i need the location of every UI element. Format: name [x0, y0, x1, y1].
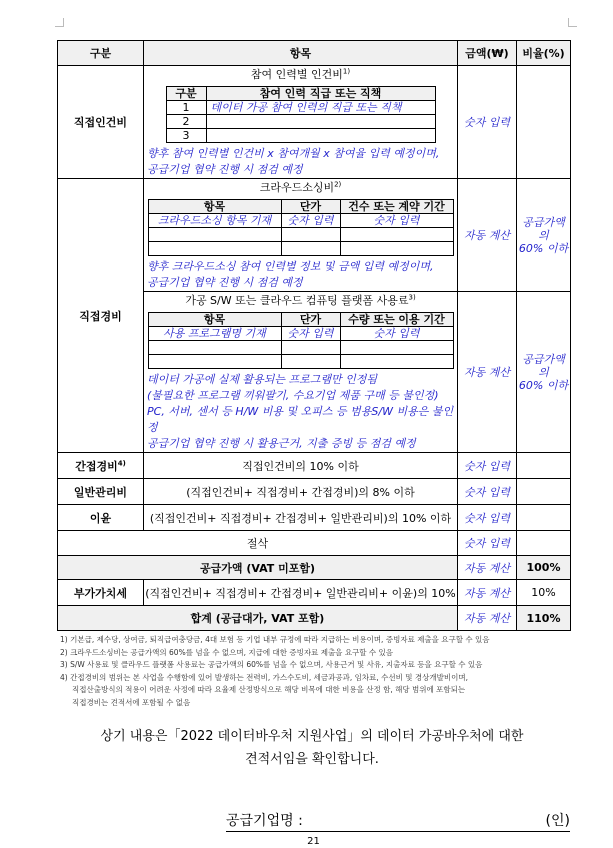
footnote: 1) 기본급, 제수당, 상여금, 퇴직급여충당금, 4대 보험 등 기업 내부 규정에 따라 지급하는 비용이며, 증빙자료 제출을 요구할 수 있음: [60, 635, 490, 644]
footnote-ref: 3): [408, 293, 416, 302]
admin-label: 일반관리비: [58, 479, 144, 505]
sw-note: [144, 372, 457, 452]
header-amount: 금액(₩): [458, 41, 517, 66]
cloud-ratio: [517, 179, 571, 292]
labor-note: [144, 146, 457, 178]
inner-cell-input[interactable]: 숫자 입력: [281, 214, 340, 228]
direct-label: 직접경비: [58, 179, 144, 453]
cloud-row: [58, 179, 571, 292]
note-line: 공급기업 협약 진행 시 점검 예정: [147, 276, 303, 289]
supply-row: [58, 556, 571, 580]
note-line: PC, 서버, 센서 등 H/W 비용 및 오피스 등 범용S/W 비용은 불인정: [147, 405, 454, 434]
header-item: 항목: [144, 41, 458, 66]
cloud-amount: 자동 계산: [458, 179, 517, 292]
inner-cell-input[interactable]: [281, 355, 340, 369]
inner-header: 구분: [166, 87, 206, 101]
labor-subtitle: 참여 인력별 인건비: [250, 68, 343, 81]
admin-ratio: [517, 479, 571, 505]
ratio-line: 공급가액의: [522, 352, 565, 379]
inner-header: 단가: [281, 313, 340, 327]
table-header-row: [58, 41, 571, 66]
sw-subtitle: 가공 S/W 또는 클라우드 컴퓨팅 플랫폼 사용료: [185, 294, 409, 307]
labor-label: 직접인건비: [58, 66, 144, 179]
labor-row: [58, 66, 571, 179]
statement-line: 상기 내용은「2022 데이터바우처 지원사업」의 데이터 가공바우처에 대한: [100, 729, 524, 744]
indirect-ratio: [517, 453, 571, 479]
header-category: 구분: [58, 41, 144, 66]
inner-header: 항목: [148, 200, 281, 214]
note-line: 향후 참여 인력별 인건비 x 참여개월 x 참여율 입력 예정이며,: [147, 147, 440, 160]
footnote-ref: 2): [334, 180, 342, 189]
labor-amount[interactable]: 숫자 입력: [458, 66, 517, 179]
sw-ratio: [517, 292, 571, 453]
supply-ratio: 100%: [517, 556, 571, 580]
cloud-inner-table: [148, 199, 454, 256]
ratio-line: 60% 이하: [518, 378, 569, 392]
total-row: [58, 606, 571, 631]
inner-cell-input[interactable]: 크라우드소싱 항목 기재: [148, 214, 281, 228]
inner-cell-input[interactable]: [206, 115, 435, 129]
sw-amount: 자동 계산: [458, 292, 517, 453]
inner-cell-input[interactable]: [148, 355, 281, 369]
inner-cell: 1: [166, 101, 206, 115]
footnote: 직접경비는 견적서에 포함될 수 없음: [72, 697, 191, 707]
admin-amount[interactable]: 숫자 입력: [458, 479, 517, 505]
profit-row: [58, 505, 571, 531]
indirect-row: [58, 453, 571, 479]
note-line: 데이터 가공에 실제 활용되는 프로그램만 인정됨: [147, 373, 378, 386]
cut-amount[interactable]: 숫자 입력: [458, 531, 517, 556]
inner-cell-input[interactable]: 숫자 입력: [340, 214, 453, 228]
inner-header: 수량 또는 이용 기간: [340, 313, 453, 327]
confirmation-statement: [57, 725, 567, 771]
inner-header: 건수 또는 계약 기간: [340, 200, 453, 214]
vat-label: 부가가치세: [58, 580, 144, 606]
footnote: 직접산출방식의 적용이 어려운 사정에 따라 요율제 산정방식으로 해당 비목에 대한 비용을 산정 함, 해당 범위에 포함되는: [72, 685, 466, 694]
note-line: 공급기업 협약 진행 시 점검 예정: [147, 163, 303, 176]
inner-cell-input[interactable]: 데이터 가공 참여 인력의 직급 또는 직책: [206, 101, 435, 115]
supplier-name-field[interactable]: [226, 811, 570, 832]
inner-header: 참여 인력 직급 또는 직책: [206, 87, 435, 101]
inner-cell-input[interactable]: [148, 228, 281, 242]
footnote-ref: 4): [117, 458, 126, 467]
inner-cell-input[interactable]: [148, 242, 281, 256]
note-line: 향후 크라우드소싱 참여 인력별 정보 및 금액 입력 예정이며,: [147, 260, 434, 273]
note-line: 공급기업 협약 진행 시 활용근거, 지출 증빙 등 점검 예정: [147, 437, 416, 450]
inner-cell-input[interactable]: [340, 242, 453, 256]
total-ratio: 110%: [517, 606, 571, 631]
inner-cell-input[interactable]: [281, 341, 340, 355]
profit-desc: (직접인건비+ 직접경비+ 간접경비+ 일반관리비)의 10% 이하: [144, 505, 458, 531]
inner-cell-input[interactable]: [340, 355, 453, 369]
supply-amount: 자동 계산: [458, 556, 517, 580]
footnote-ref: 1): [342, 67, 351, 76]
supply-label: 공급가액 (VAT 미포함): [58, 556, 458, 580]
admin-desc: (직접인건비+ 직접경비+ 간접경비)의 8% 이하: [144, 479, 458, 505]
profit-ratio: [517, 505, 571, 531]
total-label: 합계 (공급대가, VAT 포함): [58, 606, 458, 631]
labor-inner-table: [166, 86, 436, 143]
cut-row: [58, 531, 571, 556]
inner-cell-input[interactable]: [206, 129, 435, 143]
cut-label: 절삭: [58, 531, 458, 556]
admin-row: [58, 479, 571, 505]
vat-ratio: 10%: [517, 580, 571, 606]
indirect-label: 간접경비: [75, 459, 118, 473]
inner-cell: 3: [166, 129, 206, 143]
page-content: [57, 40, 575, 848]
inner-cell-input[interactable]: 숫자 입력: [281, 327, 340, 341]
indirect-desc: 직접인건비의 10% 이하: [144, 453, 458, 479]
sw-inner-table: [148, 312, 454, 369]
inner-cell-input[interactable]: [148, 341, 281, 355]
vat-amount: 자동 계산: [458, 580, 517, 606]
vat-desc: (직접인건비+ 직접경비+ 간접경비+ 일반관리비+ 이윤)의 10%: [144, 580, 458, 606]
footnote: 4) 간접경비의 범위는 본 사업을 수행함에 있어 발생하는 전력비, 가스수도비, 세금과공과, 임차료, 수선비 및 경상개발비이며,: [60, 672, 468, 682]
statement-line: 견적서임을 확인합니다.: [245, 752, 379, 767]
inner-cell-input[interactable]: [281, 228, 340, 242]
labor-ratio: [517, 66, 571, 179]
cloud-subtitle: 크라우드소싱비: [259, 181, 335, 194]
seal-mark: (인): [545, 813, 570, 829]
inner-cell-input[interactable]: [340, 341, 453, 355]
ratio-line: 공급가액의: [522, 215, 565, 242]
cut-ratio: [517, 531, 571, 556]
inner-cell: 2: [166, 115, 206, 129]
inner-cell-input[interactable]: 사용 프로그램명 기재: [148, 327, 281, 341]
profit-amount[interactable]: 숫자 입력: [458, 505, 517, 531]
inner-cell-input[interactable]: [281, 242, 340, 256]
profit-label: 이윤: [58, 505, 144, 531]
header-ratio: 비율(%): [517, 41, 571, 66]
page-corner-mark: [55, 18, 64, 27]
note-line: (불필요한 프로그램 끼워팔기, 수요기업 제품 구매 등 불인정): [147, 389, 439, 402]
estimate-table: [57, 40, 571, 631]
total-amount: 자동 계산: [458, 606, 517, 631]
footnote: 2) 크라우드소싱비는 공급가액의 60%를 넘을 수 없으며, 지급에 대한 증빙자료 제출을 요구할 수 있음: [60, 647, 394, 657]
ratio-line: 60% 이하: [518, 241, 569, 255]
inner-header: 항목: [148, 313, 281, 327]
page-number: 21: [307, 836, 320, 847]
page-corner-mark: [568, 18, 577, 27]
inner-cell-input[interactable]: [340, 228, 453, 242]
supplier-label: 공급기업명 :: [226, 813, 303, 829]
inner-header: 단가: [281, 200, 340, 214]
vat-row: [58, 580, 571, 606]
inner-cell-input[interactable]: 숫자 입력: [340, 327, 453, 341]
cloud-note: [144, 259, 457, 291]
indirect-amount[interactable]: 숫자 입력: [458, 453, 517, 479]
footnotes: [57, 634, 575, 709]
footnote: 3) S/W 사용료 및 클라우드 플랫폼 사용료는 공급가액의 60%를 넘을 수 없으며, 사용근거 및 사유, 지출자료 등을 요구할 수 있음: [60, 660, 483, 669]
